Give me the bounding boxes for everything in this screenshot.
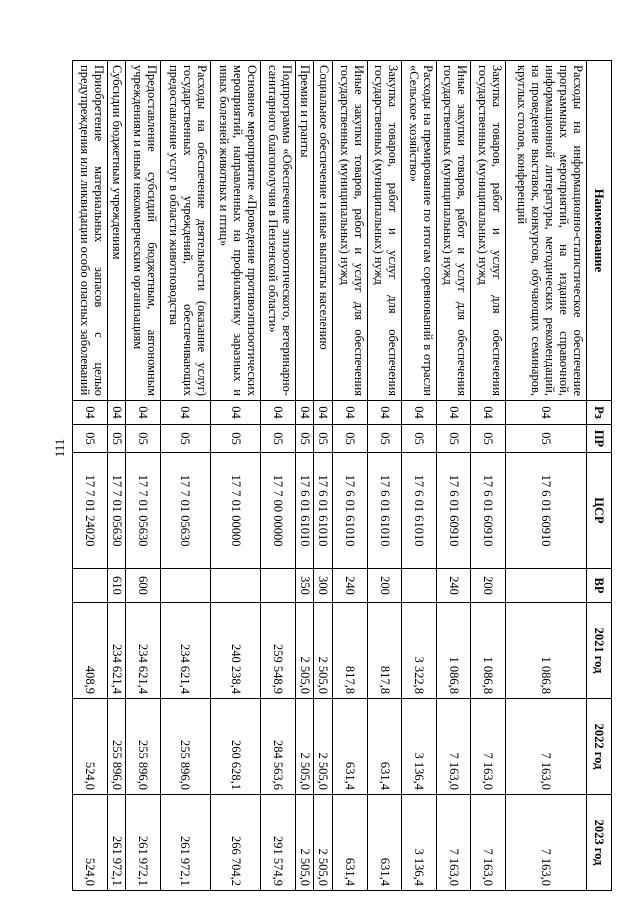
- header-name: Наименование: [587, 61, 612, 401]
- page-number: 111: [52, 438, 67, 458]
- cell-vr: [261, 569, 295, 603]
- cell-vr: [73, 569, 108, 603]
- header-2023: 2023 год: [587, 795, 612, 891]
- budget-table: [72, 60, 612, 891]
- cell-csr: 17 6 01 60910: [436, 453, 470, 569]
- cell-vr: 240: [333, 569, 367, 603]
- cell-2021: 240 238,4: [211, 603, 261, 699]
- cell-2021: 817,8: [367, 603, 401, 699]
- cell-vr: 350: [295, 569, 314, 603]
- cell-rz: 04: [73, 401, 108, 425]
- cell-2021: 1 086,8: [436, 603, 470, 699]
- cell-pr: 05: [436, 425, 470, 453]
- cell-2021: 234 621,4: [126, 603, 160, 699]
- cell-pr: 05: [314, 425, 333, 453]
- cell-rz: 04: [126, 401, 160, 425]
- cell-2023: 291 574,9: [261, 795, 295, 891]
- table-row: [367, 61, 401, 891]
- cell-pr: 05: [107, 425, 126, 453]
- cell-csr: 17 6 01 60910: [471, 453, 505, 569]
- cell-pr: 05: [333, 425, 367, 453]
- cell-2022: 7 163,0: [505, 699, 586, 795]
- cell-2021: 2 505,0: [295, 603, 314, 699]
- cell-pr: 05: [471, 425, 505, 453]
- cell-name: Подпрограмма «Обеспечение эпизоотического, ветеринарно-санитарного благополучия в Пензенской области»: [261, 61, 295, 401]
- cell-2022: 524,0: [73, 699, 108, 795]
- cell-2022: 7 163,0: [471, 699, 505, 795]
- cell-rz: 04: [505, 401, 586, 425]
- cell-vr: [402, 569, 436, 603]
- cell-name: Расходы на информационно-статистическое обеспечение программных мероприятий, на издание справочной, информационной литературы, методических рекомендаций, на проведение выставок, конкурсов, обучающих семинаров, круглых столов, конференций: [505, 61, 586, 401]
- cell-2023: 7 163,0: [471, 795, 505, 891]
- cell-2022: 2 505,0: [314, 699, 333, 795]
- cell-csr: 17 6 01 61010: [333, 453, 367, 569]
- cell-2023: 631,4: [367, 795, 401, 891]
- cell-name: Иные закупки товаров, работ и услуг для обеспечения государственных (муниципальных) нужд: [436, 61, 470, 401]
- cell-rz: 04: [436, 401, 470, 425]
- table-row: [160, 61, 210, 891]
- cell-2022: 255 896,0: [160, 699, 210, 795]
- cell-rz: 04: [333, 401, 367, 425]
- table-row: [295, 61, 314, 891]
- cell-pr: 05: [295, 425, 314, 453]
- cell-2022: 260 628,1: [211, 699, 261, 795]
- cell-2021: 3 322,8: [402, 603, 436, 699]
- cell-vr: 200: [367, 569, 401, 603]
- cell-2022: 2 505,0: [295, 699, 314, 795]
- cell-rz: 04: [471, 401, 505, 425]
- cell-2023: 261 972,1: [160, 795, 210, 891]
- cell-name: Расходы на обеспечение деятельности (оказание услуг) государственных учреждений, обеспечивающих предоставление услуг в области животноводства: [160, 61, 210, 401]
- cell-2021: 259 548,9: [261, 603, 295, 699]
- cell-rz: 04: [261, 401, 295, 425]
- cell-csr: 17 7 01 05630: [107, 453, 126, 569]
- cell-name: Закупка товаров, работ и услуг для обеспечения государственных (муниципальных) нужд: [367, 61, 401, 401]
- cell-pr: 05: [73, 425, 108, 453]
- cell-rz: 04: [211, 401, 261, 425]
- cell-csr: 17 7 01 00000: [211, 453, 261, 569]
- cell-name: Премии и гранты: [295, 61, 314, 401]
- cell-vr: [505, 569, 586, 603]
- cell-pr: 05: [505, 425, 586, 453]
- table-row: [471, 61, 505, 891]
- cell-pr: 05: [367, 425, 401, 453]
- cell-csr: 17 6 01 61010: [314, 453, 333, 569]
- cell-2023: 266 704,2: [211, 795, 261, 891]
- cell-2023: 261 972,1: [126, 795, 160, 891]
- header-row: [587, 61, 612, 891]
- cell-vr: [160, 569, 210, 603]
- table-row: [314, 61, 333, 891]
- cell-name: Иные закупки товаров, работ и услуг для обеспечения государственных (муниципальных) нужд: [333, 61, 367, 401]
- cell-csr: 17 7 00 00000: [261, 453, 295, 569]
- cell-pr: 05: [261, 425, 295, 453]
- cell-name: Социальное обеспечение и иные выплаты населению: [314, 61, 333, 401]
- cell-vr: 600: [126, 569, 160, 603]
- cell-2021: 817,8: [333, 603, 367, 699]
- cell-name: Закупка товаров, работ и услуг для обеспечения государственных (муниципальных) нужд: [471, 61, 505, 401]
- cell-csr: 17 7 01 05630: [126, 453, 160, 569]
- table-row: [436, 61, 470, 891]
- cell-2023: 2 505,0: [314, 795, 333, 891]
- cell-csr: 17 6 01 61010: [402, 453, 436, 569]
- table-row: [73, 61, 108, 891]
- cell-vr: 610: [107, 569, 126, 603]
- header-vr: ВР: [587, 569, 612, 603]
- table-row: [505, 61, 586, 891]
- cell-name: Приобретение материальных запасов с целью предупреждения или ликвидации особо опасных заболеваний: [73, 61, 108, 401]
- cell-vr: 240: [436, 569, 470, 603]
- cell-rz: 04: [295, 401, 314, 425]
- table-row: [402, 61, 436, 891]
- table-row: [211, 61, 261, 891]
- cell-rz: 04: [367, 401, 401, 425]
- header-csr: ЦСР: [587, 453, 612, 569]
- table-row: [261, 61, 295, 891]
- cell-2021: 408,9: [73, 603, 108, 699]
- budget-table-page: [72, 60, 612, 890]
- cell-2022: 631,4: [367, 699, 401, 795]
- cell-2021: 2 505,0: [314, 603, 333, 699]
- cell-name: Основное мероприятие «Проведение противоэпизоотических мероприятий, направленных на профилактику заразных и иных болезней животных и птиц»: [211, 61, 261, 401]
- cell-2023: 631,4: [333, 795, 367, 891]
- table-row: [107, 61, 126, 891]
- cell-csr: 17 6 01 60910: [505, 453, 586, 569]
- cell-csr: 17 7 01 24020: [73, 453, 108, 569]
- cell-csr: 17 6 01 61010: [367, 453, 401, 569]
- cell-2023: 2 505,0: [295, 795, 314, 891]
- cell-csr: 17 7 01 05630: [160, 453, 210, 569]
- header-rz: Рз: [587, 401, 612, 425]
- cell-pr: 05: [402, 425, 436, 453]
- cell-2023: 7 163,0: [505, 795, 586, 891]
- cell-pr: 05: [126, 425, 160, 453]
- cell-2022: 7 163,0: [436, 699, 470, 795]
- cell-rz: 04: [160, 401, 210, 425]
- cell-vr: 300: [314, 569, 333, 603]
- cell-pr: 05: [211, 425, 261, 453]
- cell-pr: 05: [160, 425, 210, 453]
- cell-rz: 04: [107, 401, 126, 425]
- cell-vr: 200: [471, 569, 505, 603]
- header-2022: 2022 год: [587, 699, 612, 795]
- cell-2023: 7 163,0: [436, 795, 470, 891]
- cell-name: Расходы на премирование по итогам соревнований в отрасли «Сельское хозяйство»: [402, 61, 436, 401]
- cell-2022: 631,4: [333, 699, 367, 795]
- cell-rz: 04: [314, 401, 333, 425]
- cell-2023: 524,0: [73, 795, 108, 891]
- table-row: [333, 61, 367, 891]
- cell-2023: 3 136,4: [402, 795, 436, 891]
- cell-name: Субсидии бюджетным учреждениям: [107, 61, 126, 401]
- header-pr: ПР: [587, 425, 612, 453]
- cell-2021: 1 086,8: [471, 603, 505, 699]
- cell-vr: [211, 569, 261, 603]
- cell-name: Предоставление субсидий бюджетным, автономным учреждениям и иным некоммерческим организациям: [126, 61, 160, 401]
- table-row: [126, 61, 160, 891]
- cell-2021: 1 086,8: [505, 603, 586, 699]
- cell-2022: 255 896,0: [107, 699, 126, 795]
- cell-csr: 17 6 01 61010: [295, 453, 314, 569]
- cell-2021: 234 621,4: [107, 603, 126, 699]
- cell-2022: 284 563,6: [261, 699, 295, 795]
- cell-2021: 234 621,4: [160, 603, 210, 699]
- cell-rz: 04: [402, 401, 436, 425]
- cell-2022: 3 136,4: [402, 699, 436, 795]
- cell-2022: 255 896,0: [126, 699, 160, 795]
- header-2021: 2021 год: [587, 603, 612, 699]
- cell-2023: 261 972,1: [107, 795, 126, 891]
